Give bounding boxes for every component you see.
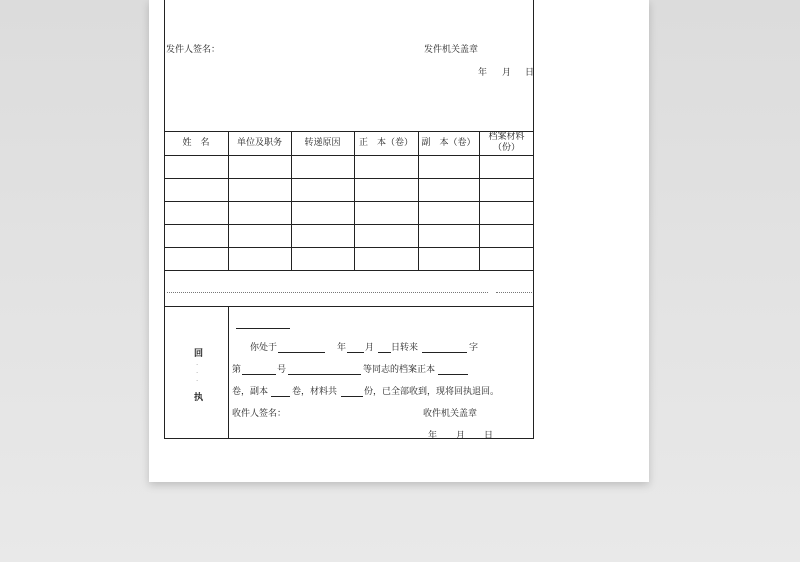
receipt-top-border: [164, 306, 534, 307]
receiver-seal-label: 收件机关盖章: [423, 409, 478, 419]
table-bottom-border: [164, 270, 534, 271]
receipt-blank: [242, 374, 276, 375]
receiver-date-day: 日: [484, 431, 494, 441]
header-original-volumes: 正 本（卷）: [358, 138, 413, 148]
receipt-blank: [378, 352, 391, 353]
receipt-number-underline: [236, 328, 290, 329]
sender-date-year: 年: [478, 68, 488, 78]
receipt-blank: [278, 352, 325, 353]
table-column-border: [418, 131, 419, 270]
receipt-label-top: 回: [194, 349, 204, 359]
receipt-label-dots: · · ·: [196, 361, 199, 385]
receipt-line1-prefix: 你处于: [250, 343, 278, 353]
receipt-line2-desc: 等同志的档案正本: [363, 365, 436, 375]
receipt-blank: [341, 396, 363, 397]
receipt-label-bottom: 执: [194, 393, 204, 403]
receiver-signature-label: 收件人签名：: [232, 409, 287, 419]
header-archive-materials: 档案材料: [488, 132, 525, 142]
receiver-date-month: 月: [456, 431, 466, 441]
sender-signature-label: 发件人签名：: [166, 45, 221, 55]
receipt-blank: [347, 352, 364, 353]
header-unit-position: 单位及职务: [236, 138, 282, 148]
receipt-line1-year: 年: [337, 343, 347, 353]
receiver-date-year: 年: [428, 431, 438, 441]
header-archive-materials-unit: （份）: [492, 143, 520, 153]
receipt-line2-number: 号: [277, 365, 287, 375]
receipt-blank: [438, 374, 468, 375]
header-copy-volumes: 副 本（卷）: [421, 138, 476, 148]
header-transfer-reason: 转递原因: [304, 138, 341, 148]
sender-date-month: 月: [502, 68, 512, 78]
receipt-line2-prefix: 第: [232, 365, 242, 375]
sender-date-day: 日: [525, 68, 535, 78]
receipt-line3-prefix: 卷，副本: [232, 387, 269, 397]
header-name: 姓 名: [182, 138, 210, 148]
table-column-border: [291, 131, 292, 270]
receipt-blank: [288, 374, 361, 375]
table-column-border: [354, 131, 355, 270]
receipt-line1-day-transfer: 日转来: [391, 343, 419, 353]
cut-line: [167, 292, 488, 293]
cut-line: [496, 292, 532, 293]
sender-seal-label: 发件机关盖章: [424, 45, 479, 55]
receipt-line3-suffix: 份，已全部收到，现将回执退回。: [364, 387, 500, 397]
receipt-line1-char: 字: [469, 343, 479, 353]
receipt-line3-volumes: 卷，材料共: [292, 387, 338, 397]
receipt-column-border: [228, 306, 229, 439]
receipt-blank: [271, 396, 290, 397]
table-column-border: [228, 131, 229, 270]
receipt-blank: [422, 352, 467, 353]
receipt-line1-month: 月: [365, 343, 375, 353]
